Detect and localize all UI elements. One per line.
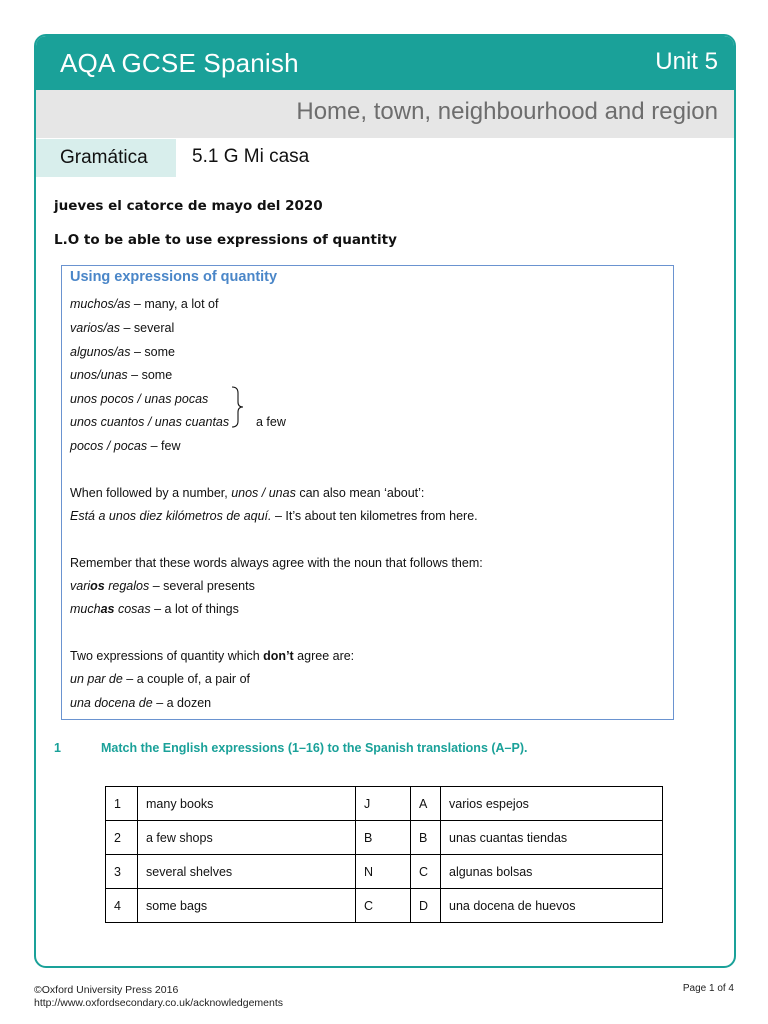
grammar-box [61,265,674,720]
grammar-line: unos pocos / unas pocas [70,392,209,406]
answer-cell[interactable]: N [356,855,411,889]
topic-title: Home, town, neighbourhood and region [296,98,718,125]
spanish-translation: una docena de huevos [441,889,663,923]
grammar-line: varios regalos – several presents [70,579,255,593]
item-number: 4 [106,889,138,923]
grammar-line: muchas cosas – a lot of things [70,602,239,616]
grammar-line: muchos/as – many, a lot of [70,297,219,311]
question-number: 1 [54,741,61,755]
topic-bar [36,90,734,138]
acknowledgements-link[interactable]: http://www.oxfordsecondary.co.uk/acknowledgements [34,997,284,1009]
grammar-line: Está a unos diez kilómetros de aquí. – It’s about ten kilometres from here. [70,509,478,523]
grammar-line: unos cuantos / unas cuantas [70,415,230,429]
table-row [106,855,663,889]
a-few-label: a few [256,415,286,429]
grammar-line: un par de – a couple of, a pair of [70,672,250,686]
item-number: 1 [106,787,138,821]
footer-credits [34,984,283,1010]
item-letter: B [411,821,441,855]
section-title: 5.1 G Mi casa [192,146,310,167]
grammar-box-title: Using expressions of quantity [70,269,278,285]
table-row [106,821,663,855]
grammar-line: varios/as – several [70,321,175,335]
item-letter: C [411,855,441,889]
question-text: Match the English expressions (1–16) to the Spanish translations (A–P). [101,741,528,755]
copyright-text: ©Oxford University Press 2016 [34,984,179,996]
answer-cell[interactable]: J [356,787,411,821]
lesson-date: jueves el catorce de mayo del 2020 [54,198,323,214]
english-expression: many books [138,787,356,821]
header-banner [36,36,734,90]
spanish-translation: unas cuantas tiendas [441,821,663,855]
grammar-line: unos/unas – some [70,368,173,382]
section-label: Gramática [36,139,176,177]
answer-cell[interactable]: C [356,889,411,923]
spanish-translation: varios espejos [441,787,663,821]
curly-brace-icon [230,386,244,428]
grammar-line: Remember that these words always agree with the noun that follows them: [70,556,483,570]
item-number: 2 [106,821,138,855]
grammar-line: Two expressions of quantity which don’t agree are: [70,649,355,663]
grammar-line: una docena de – a dozen [70,696,212,710]
english-expression: some bags [138,889,356,923]
course-title: AQA GCSE Spanish [60,48,299,78]
item-letter: A [411,787,441,821]
spanish-translation: algunas bolsas [441,855,663,889]
item-number: 3 [106,855,138,889]
item-letter: D [411,889,441,923]
english-expression: several shelves [138,855,356,889]
grammar-line: algunos/as – some [70,345,175,359]
table-row [106,889,663,923]
learning-objective: L.O to be able to use expressions of quantity [54,232,397,248]
grammar-line: When followed by a number, unos / unas can also mean ‘about’: [70,486,425,500]
english-expression: a few shops [138,821,356,855]
answer-cell[interactable]: B [356,821,411,855]
unit-label: Unit 5 [655,48,718,75]
matching-table [105,786,663,923]
table-row [106,787,663,821]
grammar-line: pocos / pocas – few [70,439,181,453]
page-number: Page 1 of 4 [682,983,734,994]
